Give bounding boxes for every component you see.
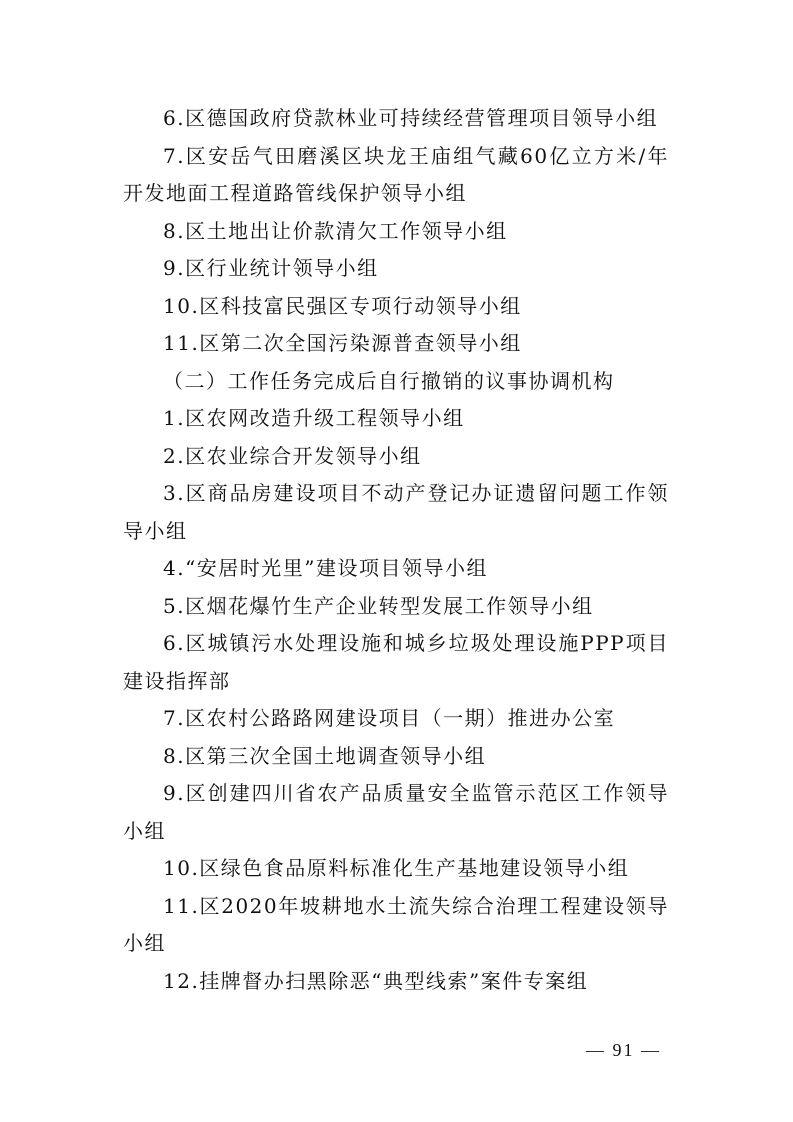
list-item: 6.区城镇污水处理设施和城乡垃圾处理设施PPP项目建设指挥部: [123, 631, 669, 693]
list-item: 6.区德国政府贷款林业可持续经营管理项目领导小组: [163, 106, 659, 130]
list-item: 1.区农网改造升级工程领导小组: [163, 406, 465, 430]
list-item: 5.区烟花爆竹生产企业转型发展工作领导小组: [163, 593, 594, 618]
list-item: 3.区商品房建设项目不动产登记办证遗留问题工作领导小组: [123, 481, 669, 543]
list-item: 11.区第二次全国污染源普查领导小组: [163, 331, 522, 355]
list-item: 9.区行业统计领导小组: [163, 256, 379, 280]
list-item: 7.区农村公路路网建设项目（一期）推进办公室: [163, 706, 616, 730]
list-item: 7.区安岳气田磨溪区块龙王庙组气藏60亿立方米/年开发地面工程道路管线保护领导小组: [123, 143, 669, 205]
list-item: 2.区农业综合开发领导小组: [163, 443, 422, 468]
list-item: 10.区科技富民强区专项行动领导小组: [163, 293, 522, 318]
list-item: 9.区创建四川省农产品质量安全监管示范区工作领导小组: [123, 781, 669, 843]
list-item: 8.区第三次全国土地调查领导小组: [163, 743, 487, 768]
list-item: 11.区2020年坡耕地水土流失综合治理工程建设领导小组: [123, 893, 669, 955]
page-number: — 91 —: [586, 1040, 661, 1060]
list-item: 10.区绿色食品原料标准化生产基地建设领导小组: [163, 856, 630, 880]
list-item: 12.挂牌督办扫黑除恶“典型线索”案件专案组: [163, 968, 589, 993]
document-body: [123, 100, 669, 1000]
section-heading: （二）工作任务完成后自行撤销的议事协调机构: [163, 368, 615, 393]
list-item: 8.区土地出让价款清欠工作领导小组: [163, 218, 508, 243]
list-item: 4.“安居时光里”建设项目领导小组: [163, 556, 489, 580]
